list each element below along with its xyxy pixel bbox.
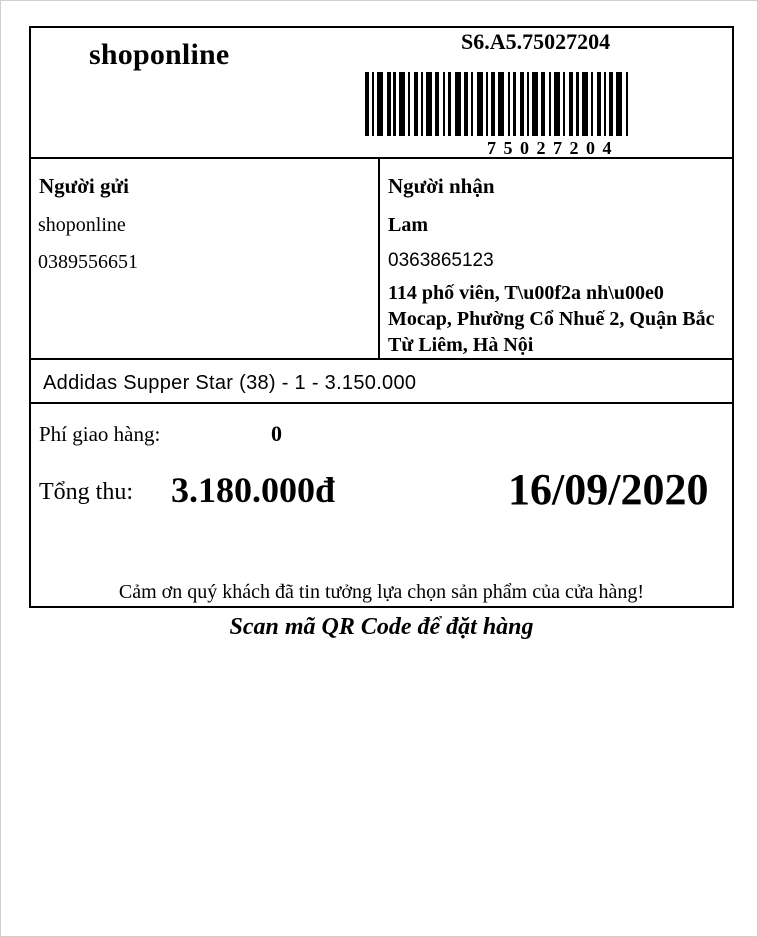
barcode-image [365, 72, 731, 136]
divider-vertical [378, 157, 380, 358]
order-date: 16/09/2020 [508, 465, 709, 514]
sender-title: Người gửi [39, 174, 129, 198]
divider-product-top [31, 358, 732, 360]
receiver-phone: 0363865123 [388, 250, 494, 271]
barcode-number: 75027204 [487, 138, 619, 158]
total-amount: 3.180.000đ [171, 470, 336, 510]
thank-you-message: Cảm ơn quý khách đã tin tưởng lựa chọn sản phẩm của cửa hàng! [118, 581, 645, 603]
shipping-fee-value: 0 [271, 421, 282, 446]
receiver-title: Người nhận [388, 174, 495, 198]
shop-name: shoponline [89, 38, 230, 71]
divider-header [31, 157, 732, 159]
receiver-address: 114 phố viên, T\u00f2a nh\u00e0 Mocap, Phường Cổ Nhuế 2, Quận Bắc Từ Liêm, Hà Nội [388, 282, 715, 356]
shipping-fee-label: Phí giao hàng: [39, 422, 161, 446]
sender-name: shoponline [38, 214, 126, 236]
total-label: Tổng thu: [39, 479, 133, 505]
qr-code-note: Scan mã QR Code để đặt hàng [229, 614, 534, 640]
sender-phone: 0389556651 [38, 251, 138, 273]
tracking-code: S6.A5.75027204 [461, 29, 611, 54]
product-line: Addidas Supper Star (38) - 1 - 3.150.000 [43, 372, 417, 394]
shipping-label [29, 26, 734, 608]
receiver-name: Lam [388, 214, 428, 236]
divider-product-bottom [31, 402, 732, 404]
